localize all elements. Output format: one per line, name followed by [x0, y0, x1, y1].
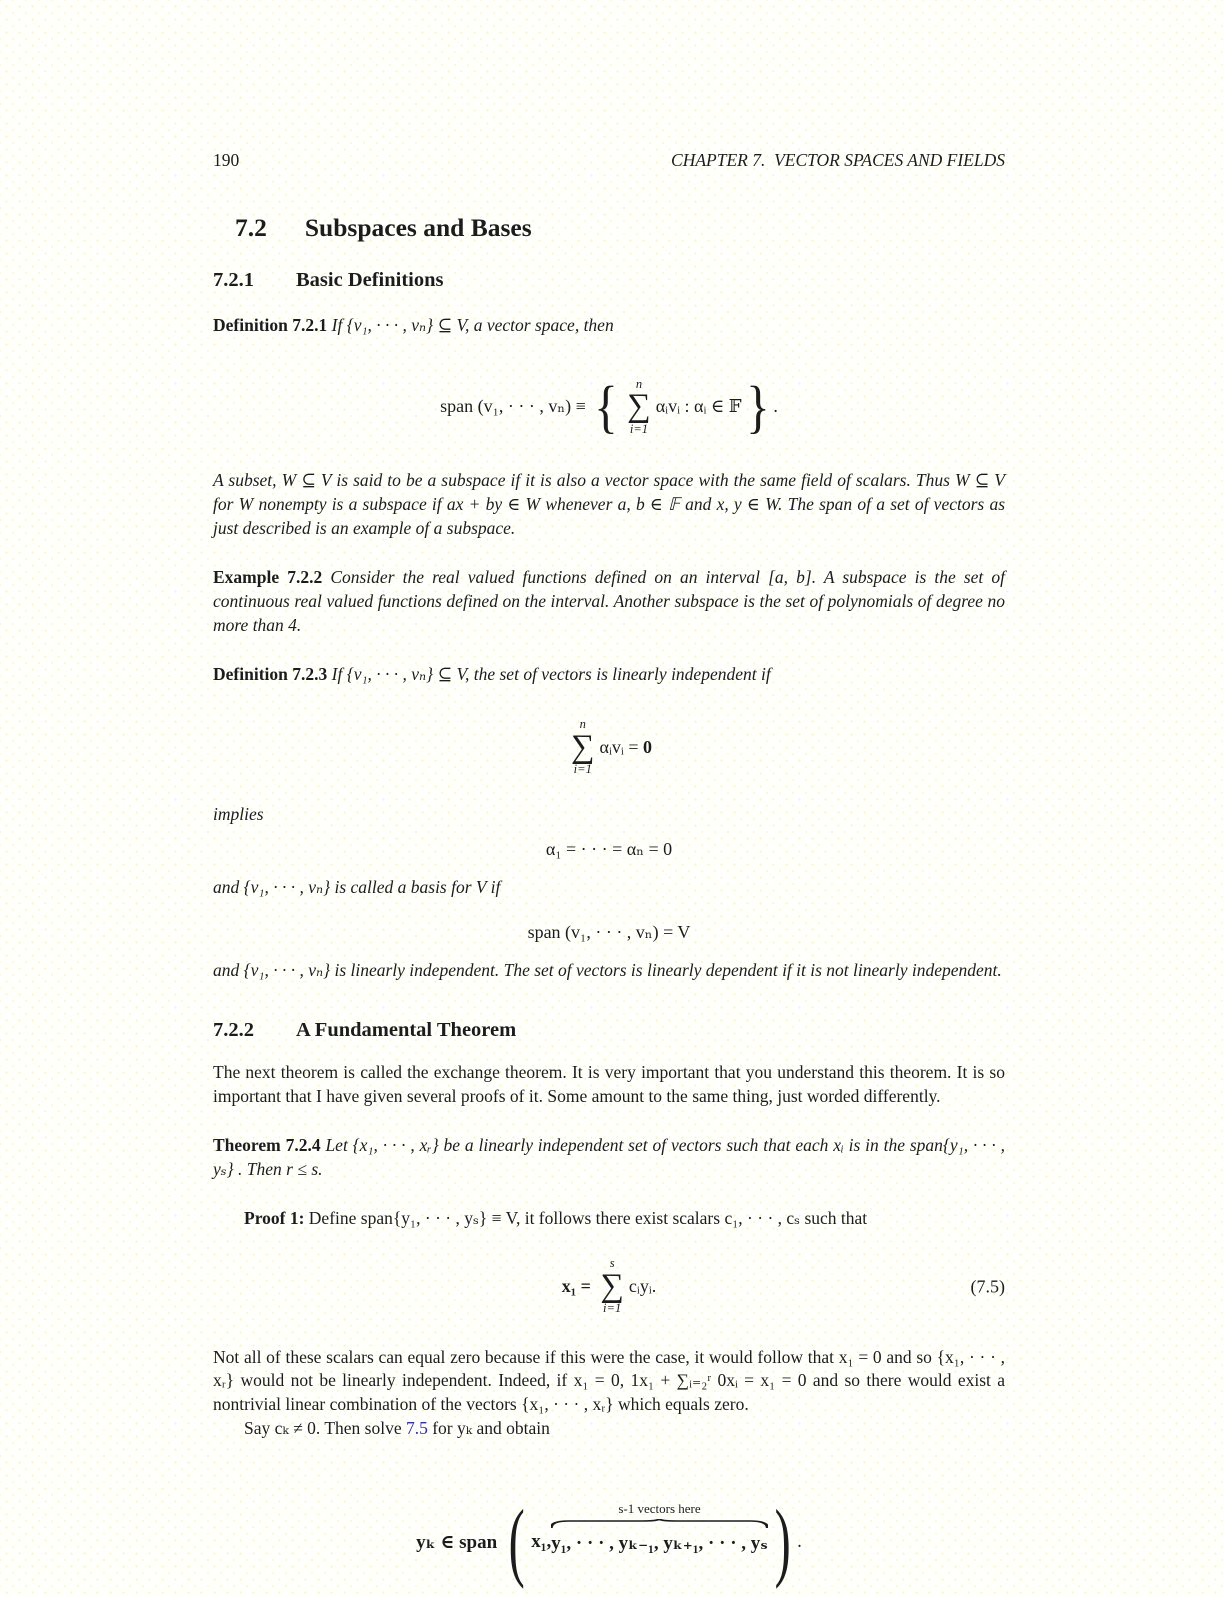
zero-vector: 0: [643, 737, 652, 758]
equation-body: α₁ = · · · = αₙ = 0: [545, 838, 673, 859]
equation-lhs: yₖ ∈ span: [416, 1531, 502, 1553]
proof-text: Define span{y₁, · · · , yₛ} ≡ V, it follows there exist scalars c₁, · · · , cₛ such that: [308, 1207, 868, 1228]
theorem-7-2-4: [213, 1134, 1005, 1182]
chapter-header: CHAPTER 7. VECTOR SPACES AND FIELDS: [671, 150, 1005, 170]
section-heading: [213, 213, 1005, 243]
summation-lower-limit: i=1: [573, 762, 592, 777]
running-head: [213, 150, 1005, 171]
definition-label: Definition 7.2.1: [213, 315, 328, 335]
equation-body: αᵢvᵢ =: [599, 737, 643, 758]
page-content: [213, 150, 1005, 1597]
equation-lhs: span (v₁, · · · , vₙ) ≡: [440, 396, 591, 417]
say-line: [213, 1417, 1005, 1441]
summation: [571, 718, 595, 777]
definition-text: If {v₁, · · · , vₙ} ⊆ V, a vector space, then: [331, 315, 614, 335]
section-title: Subspaces and Bases: [304, 213, 532, 242]
say-before: Say cₖ ≠ 0. Then solve: [244, 1418, 406, 1439]
basis-text: and {v₁, · · · , vₙ} is called a basis for V if: [213, 876, 501, 897]
summation-upper-limit: s: [609, 1256, 615, 1271]
paragraph-exchange-theorem: The next theorem is called the exchange theorem. It is very important that you understand this theorem. It is so important that I have given several proofs of it. Some amount to the same thing, just worded differently.: [213, 1061, 1005, 1106]
summation-lower-limit: i=1: [603, 1301, 622, 1316]
theorem-text: Let {x₁, · · · , xᵣ} be a linearly independent set of vectors such that each xᵢ is in the span{y₁, · · · , yₛ} . Then r ≤ s.: [213, 1134, 1006, 1179]
paragraph-subset: A subset, W ⊆ V is said to be a subspace if it is also a vector space with the same field of scalars. Thus W ⊆ V for W nonempty is a subspace if ax + by ∈ W whenever a, b ∈ 𝔽 and x, y ∈ W. The span of a set of vectors as just described is an example of a subspace.: [213, 469, 1005, 538]
equation-span-final: yₖ ∈ span ( x₁, s-1 vectors here y₁, · · · , yₖ₋₁, yₖ₊₁, · · · , yₛ ) .: [416, 1493, 802, 1591]
equation-number: (7.5): [970, 1276, 1005, 1296]
equation-span-equals-v: [213, 922, 1005, 943]
overbrace-icon: [551, 1519, 768, 1528]
definition-7-2-1: [213, 314, 1005, 338]
paragraph-scalars: Not all of these scalars can equal zero because if this were the case, it would follow that x₁ = 0 and so {x₁, · · · , xᵣ} would not be linearly independent. Indeed, if x₁ = 0, 1x₁ + ∑ᵢ₌₂ʳ 0xᵢ = x₁ = 0 and so there would exist a nontrivial linear combination of the vectors {x₁, · · · , xᵣ} which equals zero.: [213, 1346, 1005, 1415]
say-after: for yₖ and obtain: [427, 1418, 550, 1439]
subsection-heading-basic-definitions: [213, 269, 1005, 292]
equation-body: αᵢvᵢ : αᵢ ∈ 𝔽: [655, 396, 742, 417]
summation-lower-limit: i=1: [629, 421, 649, 436]
proof-label: Proof 1:: [244, 1207, 305, 1228]
sigma-symbol: ∑: [570, 729, 595, 766]
equation-7-5: [213, 1247, 1005, 1327]
subsection-title: A Fundamental Theorem: [296, 1018, 517, 1041]
theorem-label: Theorem 7.2.4: [213, 1134, 321, 1155]
section-number: 7.2: [235, 213, 267, 242]
sigma-symbol: ∑: [600, 1267, 624, 1304]
definition-text: If {v₁, · · · , vₙ} ⊆ V, the set of vectors is linearly independent if: [331, 663, 771, 684]
sigma-symbol: ∑: [627, 388, 651, 425]
equation-rhs: cᵢyᵢ.: [628, 1276, 657, 1296]
overbrace-group: [551, 1500, 768, 1555]
proof-1: [213, 1207, 1005, 1231]
example-text: Consider the real valued functions defined on an interval [a, b]. A subspace is the set of continuous real valued functions defined on the interval. Another subspace is the set of polynomials of degree no more than 4.: [213, 566, 1005, 635]
page-number: 190: [213, 150, 240, 170]
summation-upper-limit: n: [579, 717, 586, 732]
equation-linear-independence: [213, 709, 1005, 787]
subsection-number: 7.2.1: [213, 269, 254, 291]
implies-text: implies: [213, 803, 264, 824]
subsection-number: 7.2.2: [213, 1018, 254, 1041]
summation-upper-limit: n: [635, 376, 643, 391]
equation-alphas-zero: [213, 839, 1005, 860]
subsection-heading-fundamental-theorem: [213, 1019, 1005, 1042]
braced-vectors: y₁, · · · , yₖ₋₁, yₖ₊₁, · · · , yₛ: [551, 1532, 768, 1554]
equation-period: .: [773, 396, 778, 417]
equation-period: .: [797, 1531, 802, 1553]
dependent-text: and {v₁, · · · , vₙ} is linearly independent. The set of vectors is linearly dependent if it is not linearly independent.: [213, 959, 1002, 980]
definition-7-2-3: [213, 663, 1005, 687]
equation-body: span (v₁, · · · , vₙ) = V: [527, 921, 691, 942]
equation-span-definition: span (v₁, · · · , vₙ) ≡ { n ∑ i=1 αᵢvᵢ : αᵢ ∈ 𝔽 } .: [440, 373, 778, 439]
first-vector: x₁,: [531, 1531, 552, 1553]
subsection-title: Basic Definitions: [296, 269, 444, 291]
equation-reference-link[interactable]: 7.5: [405, 1418, 428, 1439]
overbrace-label: s-1 vectors here: [618, 1500, 701, 1516]
definition-label: Definition 7.2.3: [213, 663, 328, 684]
summation: [600, 1257, 624, 1316]
example-label: Example 7.2.2: [213, 566, 323, 587]
summation: [627, 378, 651, 437]
equation-lhs: x₁ =: [561, 1276, 596, 1296]
example-7-2-2: [213, 566, 1005, 638]
